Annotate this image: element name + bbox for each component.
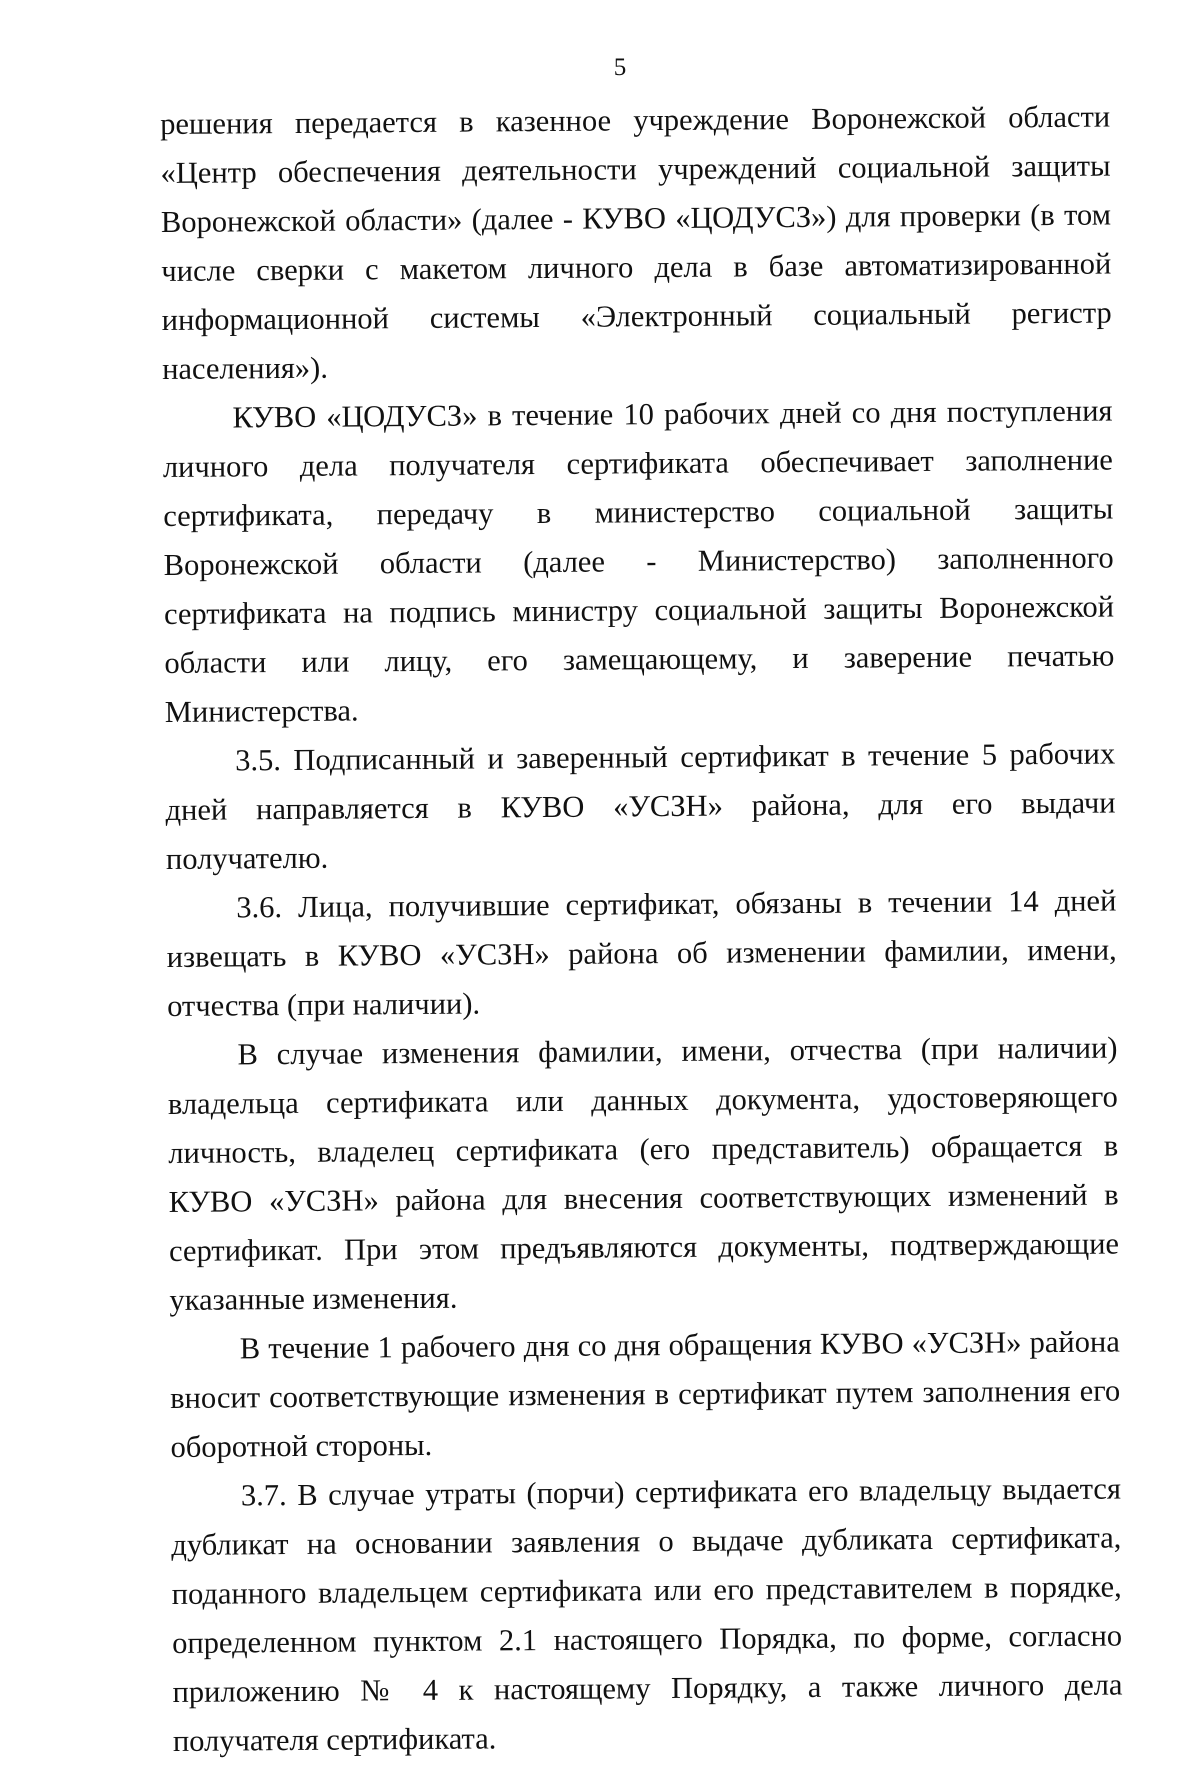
paragraph-3-5: 3.5. Подписанный и заверенный сертификат в течение 5 рабочих дней направляется в КУВО «УСЗН» района, для его выдачи получателю. [165, 736, 1116, 876]
paragraph-name-change: В случае изменения фамилии, имени, отчества (при наличии) владельца сертификата или данных документа, удостоверяющего личность, владелец сертификата (его представитель) обращается в КУВО «УСЗН» района для внесения соответствующих изменений в сертификат. При этом предъявляются документы, подтверждающие указанные изменения. [167, 1030, 1120, 1317]
page-number: 5 [613, 54, 627, 81]
paragraph-continuation: решения передается в казенное учреждение Воронежской области «Центр обеспечения деятельности учреждений социальной защиты Воронежской области» (далее - КУВО «ЦОДУСЗ») для проверки (в том числе сверки с макетом личного дела в базе автоматизированной информационной системы «Электронный социальный регистр населения»). [160, 99, 1112, 386]
paragraph-changes-entry: В течение 1 рабочего дня со дня обращения КУВО «УСЗН» района вносит соответствующие изменения в сертификат путем заполнения его оборотной стороны. [170, 1324, 1121, 1464]
paragraph-3-6: 3.6. Лица, получившие сертификат, обязаны в течении 14 дней извещать в КУВО «УСЗН» района об изменении фамилии, имени, отчества (при наличии). [166, 883, 1117, 1023]
paragraph-koduszh-processing: КУВО «ЦОДУСЗ» в течение 10 рабочих дней со дня поступления личного дела получателя сертификата обеспечивает заполнение сертификата, передачу в министерство социальной защиты Воронежской области (далее - Министерство) заполненного сертификата на подпись министру социальной защиты Воронежской области или лицу, его замещающему, и заверение печатью Министерства. [162, 393, 1115, 729]
document-body [160, 93, 1123, 1766]
paragraph-3-7: 3.7. В случае утраты (порчи) сертификата его владельцу выдается дубликат на основании заявления о выдаче дубликата сертификата, поданного владельцем сертификата или его представителем в порядке, определенном пунктом 2.1 настоящего Порядка, по форме, согласно приложению № 4 к настоящему Порядку, а также личного дела получателя сертификата. [171, 1471, 1123, 1758]
